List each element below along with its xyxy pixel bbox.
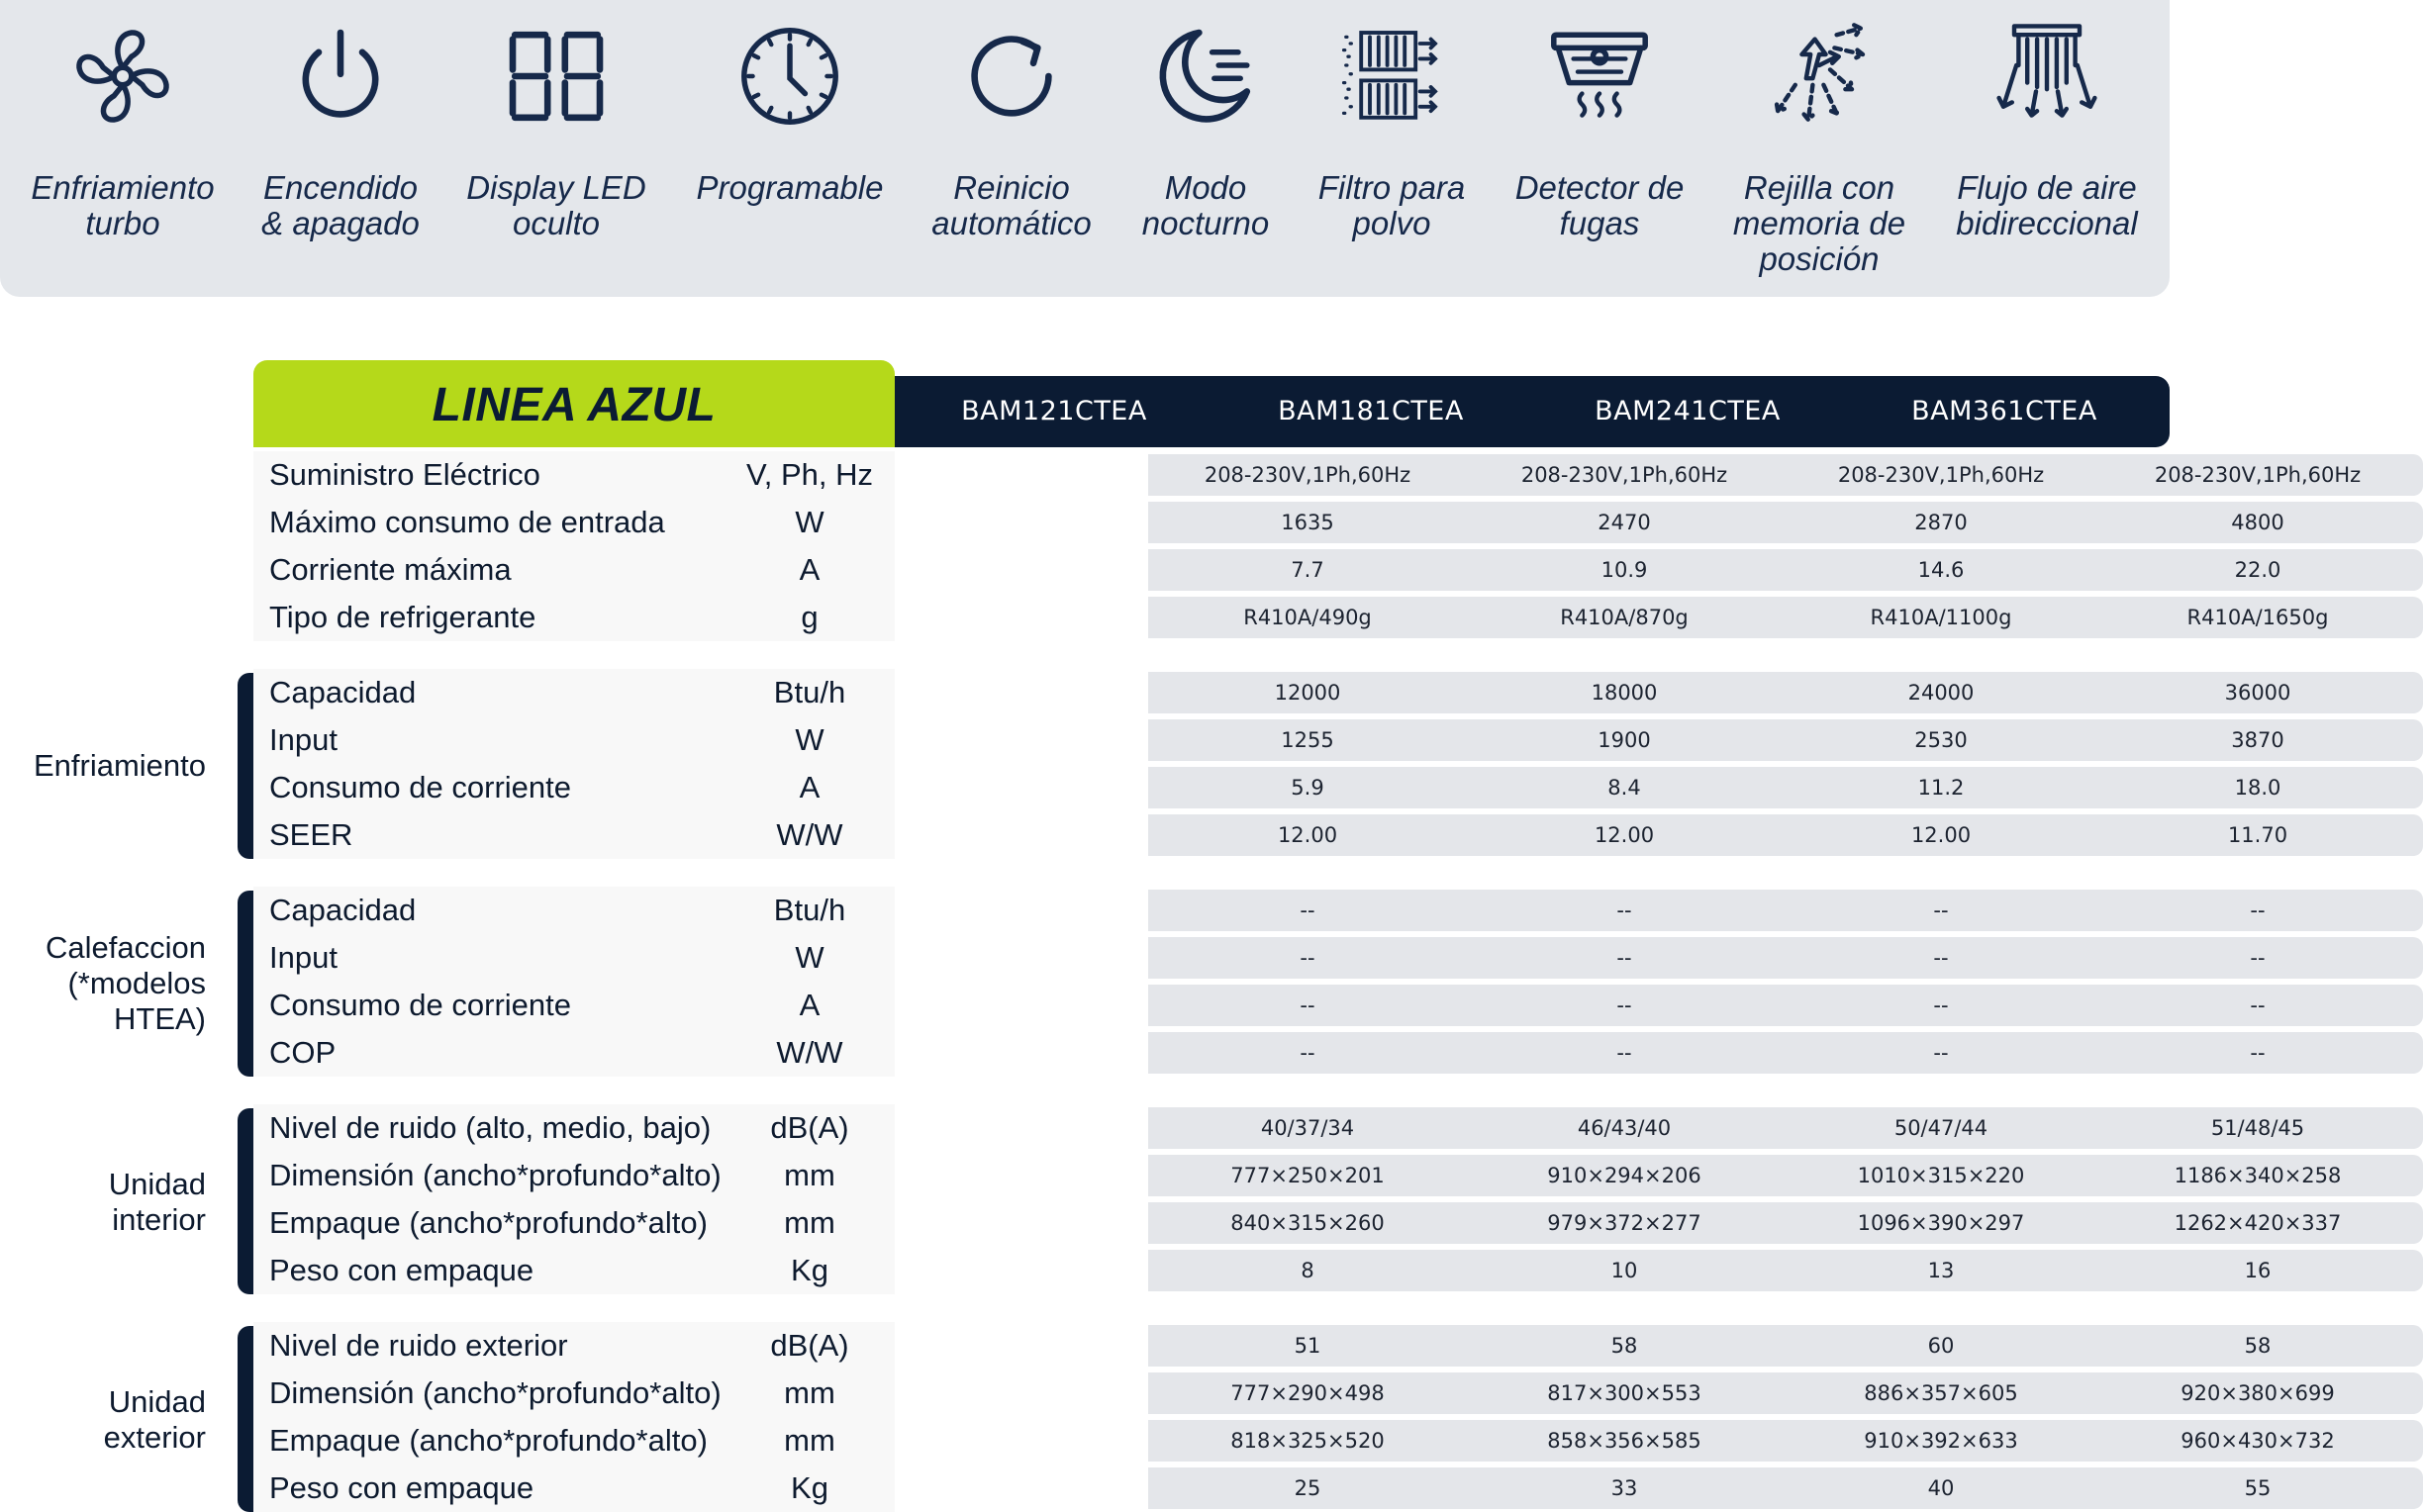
- row-value: 13: [1927, 1259, 1955, 1282]
- row-label: Empaque (ancho*profundo*alto): [269, 1423, 708, 1458]
- model-name: BAM241CTEA: [1595, 396, 1781, 426]
- table-row: [253, 934, 2266, 982]
- row-value: 1635: [1281, 511, 1334, 534]
- row-value: 25: [1294, 1476, 1321, 1500]
- row-value: 16: [2244, 1259, 2272, 1282]
- feature-item: [1097, 22, 1314, 241]
- group-name-unidad-exterior: Unidad exterior: [103, 1384, 206, 1455]
- row-value: --: [2250, 946, 2266, 970]
- row-value: 36000: [2224, 681, 2291, 705]
- row-unit: mm: [784, 1423, 835, 1458]
- row-value: 2870: [1914, 511, 1968, 534]
- bidirectional-airflow-icon: [1992, 22, 2101, 131]
- feature-item: [14, 22, 232, 241]
- led-display-icon: [502, 22, 611, 131]
- row-value: 886×357×605: [1864, 1381, 2018, 1405]
- row-label: Corriente máxima: [269, 552, 512, 587]
- row-value: 51: [1294, 1334, 1321, 1358]
- row-value: 777×290×498: [1230, 1381, 1385, 1405]
- row-unit: dB(A): [770, 1110, 849, 1145]
- row-value: 40: [1927, 1476, 1955, 1500]
- table-row: [253, 1247, 2272, 1294]
- row-unit: W: [795, 940, 824, 975]
- louver-memory-icon: [1765, 22, 1874, 131]
- group-bar-calefaccion: [238, 891, 253, 1077]
- filter-icon: [1337, 22, 1446, 131]
- table-row: [253, 887, 2266, 934]
- feature-label: Detector de fugas: [1514, 169, 1685, 241]
- row-value: 208-230V,1Ph,60Hz: [1837, 463, 2045, 487]
- row-unit: Btu/h: [773, 675, 846, 709]
- row-value: --: [1300, 898, 1315, 922]
- row-unit: V, Ph, Hz: [745, 457, 874, 492]
- table-row: [253, 1029, 2266, 1077]
- group-name-unidad-interior: Unidad interior: [108, 1167, 206, 1237]
- row-label: Capacidad: [269, 893, 417, 927]
- feature-item: [681, 22, 899, 206]
- row-value: 1255: [1281, 728, 1334, 752]
- group-name-calefaccion: Calefaccion (*modelos HTEA): [46, 930, 206, 1036]
- group-name-enfriamiento: Enfriamiento: [33, 748, 206, 783]
- feature-label: Modo nocturno: [1141, 169, 1270, 241]
- row-label: Dimensión (ancho*profundo*alto): [269, 1375, 722, 1410]
- row-value: 18.0: [2234, 776, 2281, 800]
- feature-label: Programable: [696, 169, 884, 206]
- row-value: 11.70: [2227, 823, 2288, 847]
- feature-item: [447, 22, 665, 241]
- row-value: 4800: [2231, 511, 2284, 534]
- row-value: 14.6: [1917, 558, 1965, 582]
- row-unit: Btu/h: [773, 893, 846, 927]
- row-value: 8: [1301, 1259, 1314, 1282]
- row-value: 50/47/44: [1893, 1116, 1988, 1140]
- feature-item: [1938, 22, 2156, 241]
- row-value: 7.7: [1291, 558, 1324, 582]
- feature-label: Flujo de aire bidireccional: [1956, 169, 2138, 241]
- table-row: [253, 499, 2284, 546]
- row-value: --: [2250, 993, 2266, 1017]
- feature-label: Rejilla con memoria de posición: [1732, 169, 1906, 277]
- table-row: [253, 451, 2362, 499]
- row-unit: A: [799, 770, 821, 804]
- row-value: 58: [1610, 1334, 1638, 1358]
- table-row: [253, 716, 2284, 764]
- row-value: R410A/490g: [1243, 606, 1372, 629]
- table-row: [253, 1322, 2272, 1370]
- group-bar-unidad-interior: [238, 1108, 253, 1294]
- row-unit: W: [795, 722, 824, 757]
- feature-label: Enfriamiento turbo: [31, 169, 215, 241]
- row-label: Suministro Eléctrico: [269, 457, 540, 492]
- row-unit: dB(A): [770, 1328, 849, 1363]
- model-name: BAM361CTEA: [1911, 396, 2097, 426]
- row-unit: W/W: [776, 1035, 843, 1070]
- row-value: --: [1616, 993, 1632, 1017]
- row-value: 1010×315×220: [1857, 1164, 2025, 1187]
- row-value: 1262×420×337: [2174, 1211, 2342, 1235]
- row-label: Consumo de corriente: [269, 770, 571, 804]
- row-value: --: [2250, 1041, 2266, 1065]
- table-row: [253, 1104, 2305, 1152]
- feature-label: Reinicio automático: [931, 169, 1092, 241]
- table-row: [253, 1152, 2342, 1199]
- row-unit: W/W: [776, 817, 843, 852]
- row-value: --: [1616, 946, 1632, 970]
- fan-icon: [68, 22, 177, 131]
- row-value: 12.00: [1910, 823, 1972, 847]
- row-value: 920×380×699: [2181, 1381, 2335, 1405]
- row-value: 840×315×260: [1230, 1211, 1385, 1235]
- model-name: BAM121CTEA: [961, 396, 1147, 426]
- row-label: Capacidad: [269, 675, 417, 709]
- row-value: 777×250×201: [1230, 1164, 1385, 1187]
- moon-icon: [1151, 22, 1260, 131]
- row-value: --: [1933, 898, 1949, 922]
- row-value: 208-230V,1Ph,60Hz: [1520, 463, 1728, 487]
- feature-label: Display LED oculto: [466, 169, 646, 241]
- row-value: --: [1300, 993, 1315, 1017]
- row-label: Tipo de refrigerante: [269, 600, 536, 634]
- row-value: 33: [1610, 1476, 1638, 1500]
- row-value: 1096×390×297: [1857, 1211, 2025, 1235]
- row-value: 22.0: [2234, 558, 2281, 582]
- brand-title: LINEA AZUL: [432, 379, 717, 431]
- table-row: [253, 764, 2281, 811]
- row-label: COP: [269, 1035, 337, 1070]
- feature-label: Filtro para polvo: [1317, 169, 1466, 241]
- row-unit: A: [799, 552, 821, 587]
- feature-item: [1491, 22, 1708, 241]
- row-value: 208-230V,1Ph,60Hz: [1204, 463, 1411, 487]
- table-row: [253, 982, 2266, 1029]
- row-value: 818×325×520: [1230, 1429, 1385, 1453]
- table-row: [253, 1417, 2335, 1465]
- row-unit: mm: [784, 1375, 835, 1410]
- row-label: Empaque (ancho*profundo*alto): [269, 1205, 708, 1240]
- row-label: Input: [269, 940, 338, 975]
- row-value: 40/37/34: [1260, 1116, 1355, 1140]
- row-value: --: [1300, 946, 1315, 970]
- model-header-bar: [895, 376, 2170, 447]
- table-row: [253, 669, 2291, 716]
- row-value: 3870: [2231, 728, 2284, 752]
- row-value: 2470: [1598, 511, 1651, 534]
- row-label: Nivel de ruido (alto, medio, bajo): [269, 1110, 712, 1145]
- features-panel: [0, 0, 2170, 297]
- row-label: Nivel de ruido exterior: [269, 1328, 568, 1363]
- table-row: [253, 546, 2281, 594]
- row-value: 910×294×206: [1547, 1164, 1701, 1187]
- row-value: 208-230V,1Ph,60Hz: [2154, 463, 2362, 487]
- row-value: 960×430×732: [2181, 1429, 2335, 1453]
- row-value: 858×356×585: [1547, 1429, 1701, 1453]
- model-name: BAM181CTEA: [1278, 396, 1464, 426]
- feature-item: [1283, 22, 1501, 241]
- row-value: 12.00: [1277, 823, 1338, 847]
- row-label: Peso con empaque: [269, 1470, 534, 1505]
- table-row: [253, 811, 2288, 859]
- row-value: R410A/870g: [1560, 606, 1689, 629]
- row-label: Consumo de corriente: [269, 988, 571, 1022]
- row-value: 18000: [1591, 681, 1658, 705]
- group-bar-enfriamiento: [238, 673, 253, 859]
- row-unit: W: [795, 505, 824, 539]
- row-unit: Kg: [791, 1470, 828, 1505]
- row-value: 10.9: [1600, 558, 1648, 582]
- feature-item: [903, 22, 1120, 241]
- row-value: 8.4: [1607, 776, 1641, 800]
- row-value: 817×300×553: [1547, 1381, 1701, 1405]
- row-value: R410A/1100g: [1870, 606, 2012, 629]
- row-value: 11.2: [1917, 776, 1965, 800]
- row-unit: mm: [784, 1205, 835, 1240]
- table-row: [253, 594, 2329, 641]
- restart-icon: [957, 22, 1066, 131]
- row-value: 910×392×633: [1864, 1429, 2018, 1453]
- row-value: 12.00: [1594, 823, 1655, 847]
- row-value: 46/43/40: [1577, 1116, 1672, 1140]
- row-label: Peso con empaque: [269, 1253, 534, 1287]
- row-value: --: [1933, 1041, 1949, 1065]
- group-bar-unidad-exterior: [238, 1326, 253, 1512]
- row-value: --: [1933, 993, 1949, 1017]
- row-value: R410A/1650g: [2186, 606, 2329, 629]
- table-row: [253, 1465, 2272, 1512]
- feature-item: [232, 22, 449, 241]
- row-value: 1900: [1598, 728, 1651, 752]
- row-unit: mm: [784, 1158, 835, 1192]
- leak-detector-icon: [1545, 22, 1654, 131]
- row-label: SEER: [269, 817, 353, 852]
- row-value: --: [2250, 898, 2266, 922]
- row-value: 979×372×277: [1547, 1211, 1701, 1235]
- row-value: 12000: [1274, 681, 1341, 705]
- row-label: Máximo consumo de entrada: [269, 505, 665, 539]
- row-unit: Kg: [791, 1253, 828, 1287]
- row-value: 60: [1927, 1334, 1955, 1358]
- row-value: 10: [1610, 1259, 1638, 1282]
- row-value: 5.9: [1291, 776, 1324, 800]
- row-value: 58: [2244, 1334, 2272, 1358]
- row-label: Dimensión (ancho*profundo*alto): [269, 1158, 722, 1192]
- row-value: --: [1616, 898, 1632, 922]
- row-value: 2530: [1914, 728, 1968, 752]
- clock-icon: [735, 22, 844, 131]
- row-value: 24000: [1907, 681, 1975, 705]
- feature-item: [1710, 22, 1928, 277]
- feature-label: Encendido & apagado: [261, 169, 420, 241]
- row-value: 51/48/45: [2210, 1116, 2305, 1140]
- row-value: 55: [2244, 1476, 2272, 1500]
- row-value: --: [1300, 1041, 1315, 1065]
- table-row: [253, 1199, 2342, 1247]
- row-unit: g: [801, 600, 819, 634]
- row-value: 1186×340×258: [2174, 1164, 2342, 1187]
- row-label: Input: [269, 722, 338, 757]
- table-row: [253, 1370, 2335, 1417]
- row-value: --: [1616, 1041, 1632, 1065]
- power-icon: [286, 22, 395, 131]
- row-value: --: [1933, 946, 1949, 970]
- row-unit: A: [799, 988, 821, 1022]
- brand-header: [253, 360, 895, 447]
